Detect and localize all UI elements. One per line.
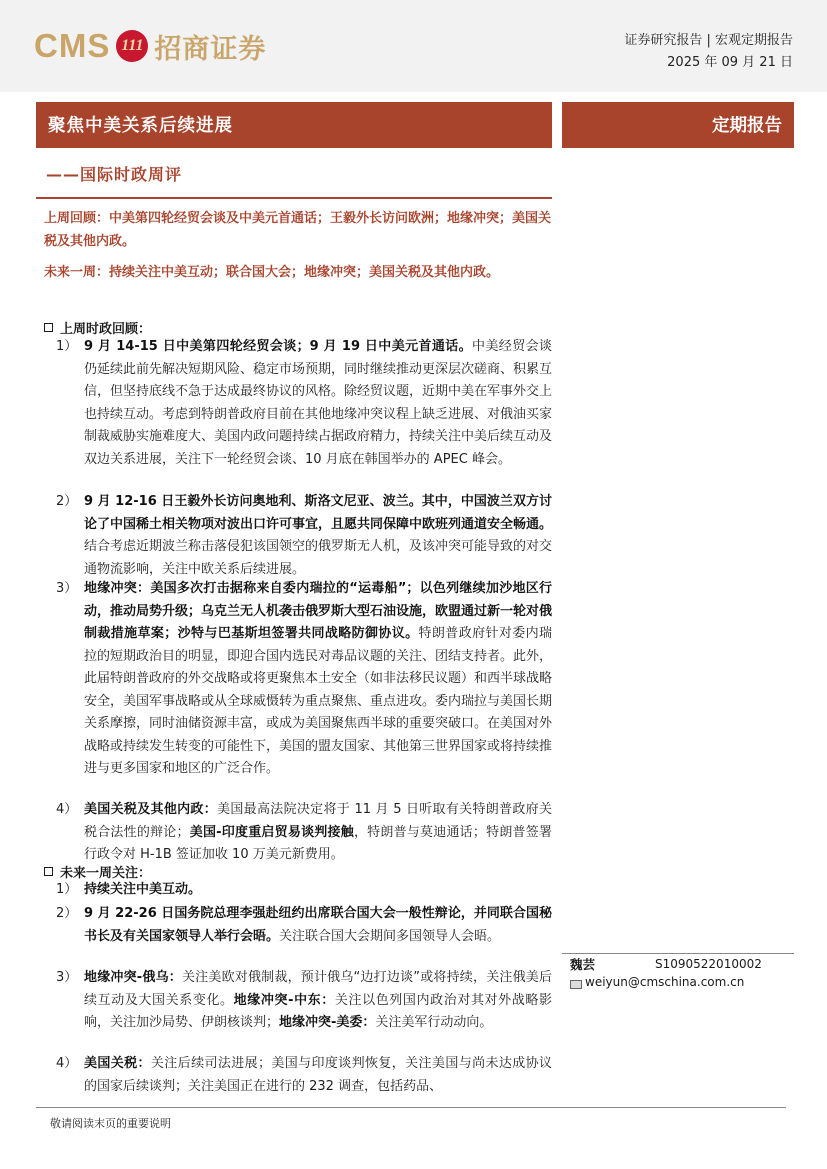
item-body: 特朗普政府针对委内瑞拉的短期政治目的明显，即迎合国内选民对毒品议题的关注、团结支持者。此外，此届特朗普政府的外交战略或将更聚焦本土安全（如非法移民议题）和西半球战略安全，美国军事战略或从全球威慑转为重点聚焦、重点进攻。委内瑞拉与美国长期关系摩擦，同时油储资源丰富，或成为美国聚焦西半球的重要突破口。在美国对外战略或持续发生转变的可能性下，美国的盟友国家、其他第三世界国家或将持续推进与更多国家和地区的广泛合作。 xyxy=(84,626,553,776)
logo-chinese-name: 招商证券 xyxy=(154,33,267,65)
item-body-secondary: ，特朗普与莫迪通话；特朗普签署行政令对 H-1B 签证加收 10 万美元新费用。 xyxy=(84,824,552,862)
item-number: 4） xyxy=(56,1056,78,1071)
mail-icon xyxy=(570,980,582,989)
item-lead: 美国关税： xyxy=(84,1056,151,1071)
logo-emblem-icon: 111 xyxy=(116,30,148,62)
author-name: 魏芸 xyxy=(570,957,596,972)
item-body: 关注后续司法进展；美国与印度谈判恢复，关注美国与尚未达成协议的国家后续谈判；关注美国正在进行的 232 调查，包括药品、 xyxy=(84,1056,552,1094)
logo-latin: CMS xyxy=(34,27,111,64)
title-banner xyxy=(36,102,552,148)
footer-disclaimer: 敬请阅读末页的重要说明 xyxy=(50,1117,171,1130)
item-lead-detail: 美国多次打击据称来自委内瑞拉的“运毒船”；以色列继续加沙地区行动，推动局势升级；乌克兰无人机袭击俄罗斯大型石油设施，欧盟通过新一轮对俄制裁措施草案；沙特与巴基斯坦签署共同战略防御协议。 xyxy=(84,581,553,641)
company-logo xyxy=(34,24,266,68)
item-body: 关注联合国大会期间多国领导人会晤。 xyxy=(279,928,501,944)
item-lead: 地缘冲突-俄乌： xyxy=(84,970,182,985)
item-lead-secondary: 地缘冲突-中东： xyxy=(233,992,335,1008)
item-text xyxy=(84,336,552,471)
item-text xyxy=(84,799,552,867)
report-type-banner xyxy=(562,102,794,148)
item-lead: 9 月 12-16 日王毅外长访问奥地利、斯洛文尼亚、波兰。其中，中国波兰双方讨论了中国稀土相关物项对波出口许可事宜，且愿共同保障中欧班列通道安全畅通。 xyxy=(84,494,553,532)
title-divider xyxy=(36,197,552,199)
section-heading-text: 上周时政回顾： xyxy=(60,322,152,337)
author-divider xyxy=(562,953,794,954)
item-lead-tertiary: 地缘冲突-美委： xyxy=(279,1015,376,1030)
section-heading-text: 未来一周关注： xyxy=(60,866,152,881)
item-lead: 地缘冲突： xyxy=(84,581,151,596)
item-text xyxy=(84,903,552,948)
item-body-tertiary: 关注美军行动动向。 xyxy=(375,1015,493,1030)
item-number: 2） xyxy=(56,906,78,921)
item-body: 美国最高法院决定将于 11 月 5 日听取有关特朗普政府关税合法性的辩论； xyxy=(84,802,552,840)
author-license: S1090522010002 xyxy=(655,957,762,971)
summary-next-week: 未来一周：持续关注中美互动；联合国大会；地缘冲突；美国关税及其他内政。 xyxy=(44,265,500,280)
item-lead-secondary: 美国-印度重启贸易谈判接触 xyxy=(189,824,354,840)
item-lead: 美国关税及其他内政： xyxy=(84,802,218,817)
report-title: 聚焦中美关系后续进展 xyxy=(48,116,233,136)
header-meta xyxy=(624,30,793,74)
item-body-secondary: 关注以色列国内政治对其对外战略影响，关注加沙局势、伊朗核谈判； xyxy=(84,992,552,1030)
item-number: 1） xyxy=(56,882,78,897)
item-lead: 9 月 22-26 日国务院总理李强赴纽约出席联合国大会一般性辩论，并同联合国秘书长及有关国家领导人举行会晤。 xyxy=(84,906,552,944)
item-number: 3） xyxy=(56,581,78,596)
report-subtitle: ——国际时政周评 xyxy=(46,165,183,184)
item-body: 关注美欧对俄制裁，预计俄乌“边打边谈”或将持续，关注俄美后续互动及大国关系变化。 xyxy=(84,970,552,1008)
item-text xyxy=(84,578,552,781)
item-number: 1） xyxy=(56,339,78,354)
item-text xyxy=(84,879,552,902)
item-text xyxy=(84,491,552,581)
summary-last-week: 上周回顾：中美第四轮经贸会谈及中美元首通话；王毅外长访问欧洲；地缘冲突；美国关税及其他内政。 xyxy=(44,211,552,249)
item-text xyxy=(84,1053,552,1098)
report-category: 证券研究报告 | 宏观定期报告 xyxy=(624,33,793,48)
item-body: 结合考虑近期波兰称击落侵犯该国领空的俄罗斯无人机，及该冲突可能导致的对交通物流影响，关注中欧关系后续进展。 xyxy=(84,539,553,577)
item-lead: 9 月 14-15 日中美第四轮经贸会谈；9 月 19 日中美元首通话。 xyxy=(84,339,473,354)
author-email[interactable]: weiyun@cmschina.com.cn xyxy=(585,975,745,989)
item-number: 3） xyxy=(56,970,78,985)
item-number: 4） xyxy=(56,802,78,817)
section-heading-review xyxy=(44,318,151,337)
checkbox-bullet-icon xyxy=(44,867,53,876)
item-number: 2） xyxy=(56,494,78,509)
item-text xyxy=(84,967,552,1035)
checkbox-bullet-icon xyxy=(44,323,53,332)
footer-divider xyxy=(36,1107,786,1108)
report-date: 2025 年 09 月 21 日 xyxy=(667,55,793,70)
item-body: 中美经贸会谈仍延续此前先解决短期风险、稳定市场预期，同时继续推动更深层次磋商、积累互信，但坚持底线不急于达成最终协议的风格。除经贸议题，近期中美在军事外交上也持续互动。考虑到特朗普政府目前在其他地缘冲突议程上缺乏进展、对俄油买家制裁威胁实施难度大、美国内政问题持续占据政府精力，持续关注中美后续互动及双边关系进展，关注下一轮经贸会谈、10 月底在韩国举办的 APEC 峰会。 xyxy=(84,339,553,467)
report-type-label: 定期报告 xyxy=(712,116,782,136)
item-lead: 持续关注中美互动。 xyxy=(84,882,202,897)
